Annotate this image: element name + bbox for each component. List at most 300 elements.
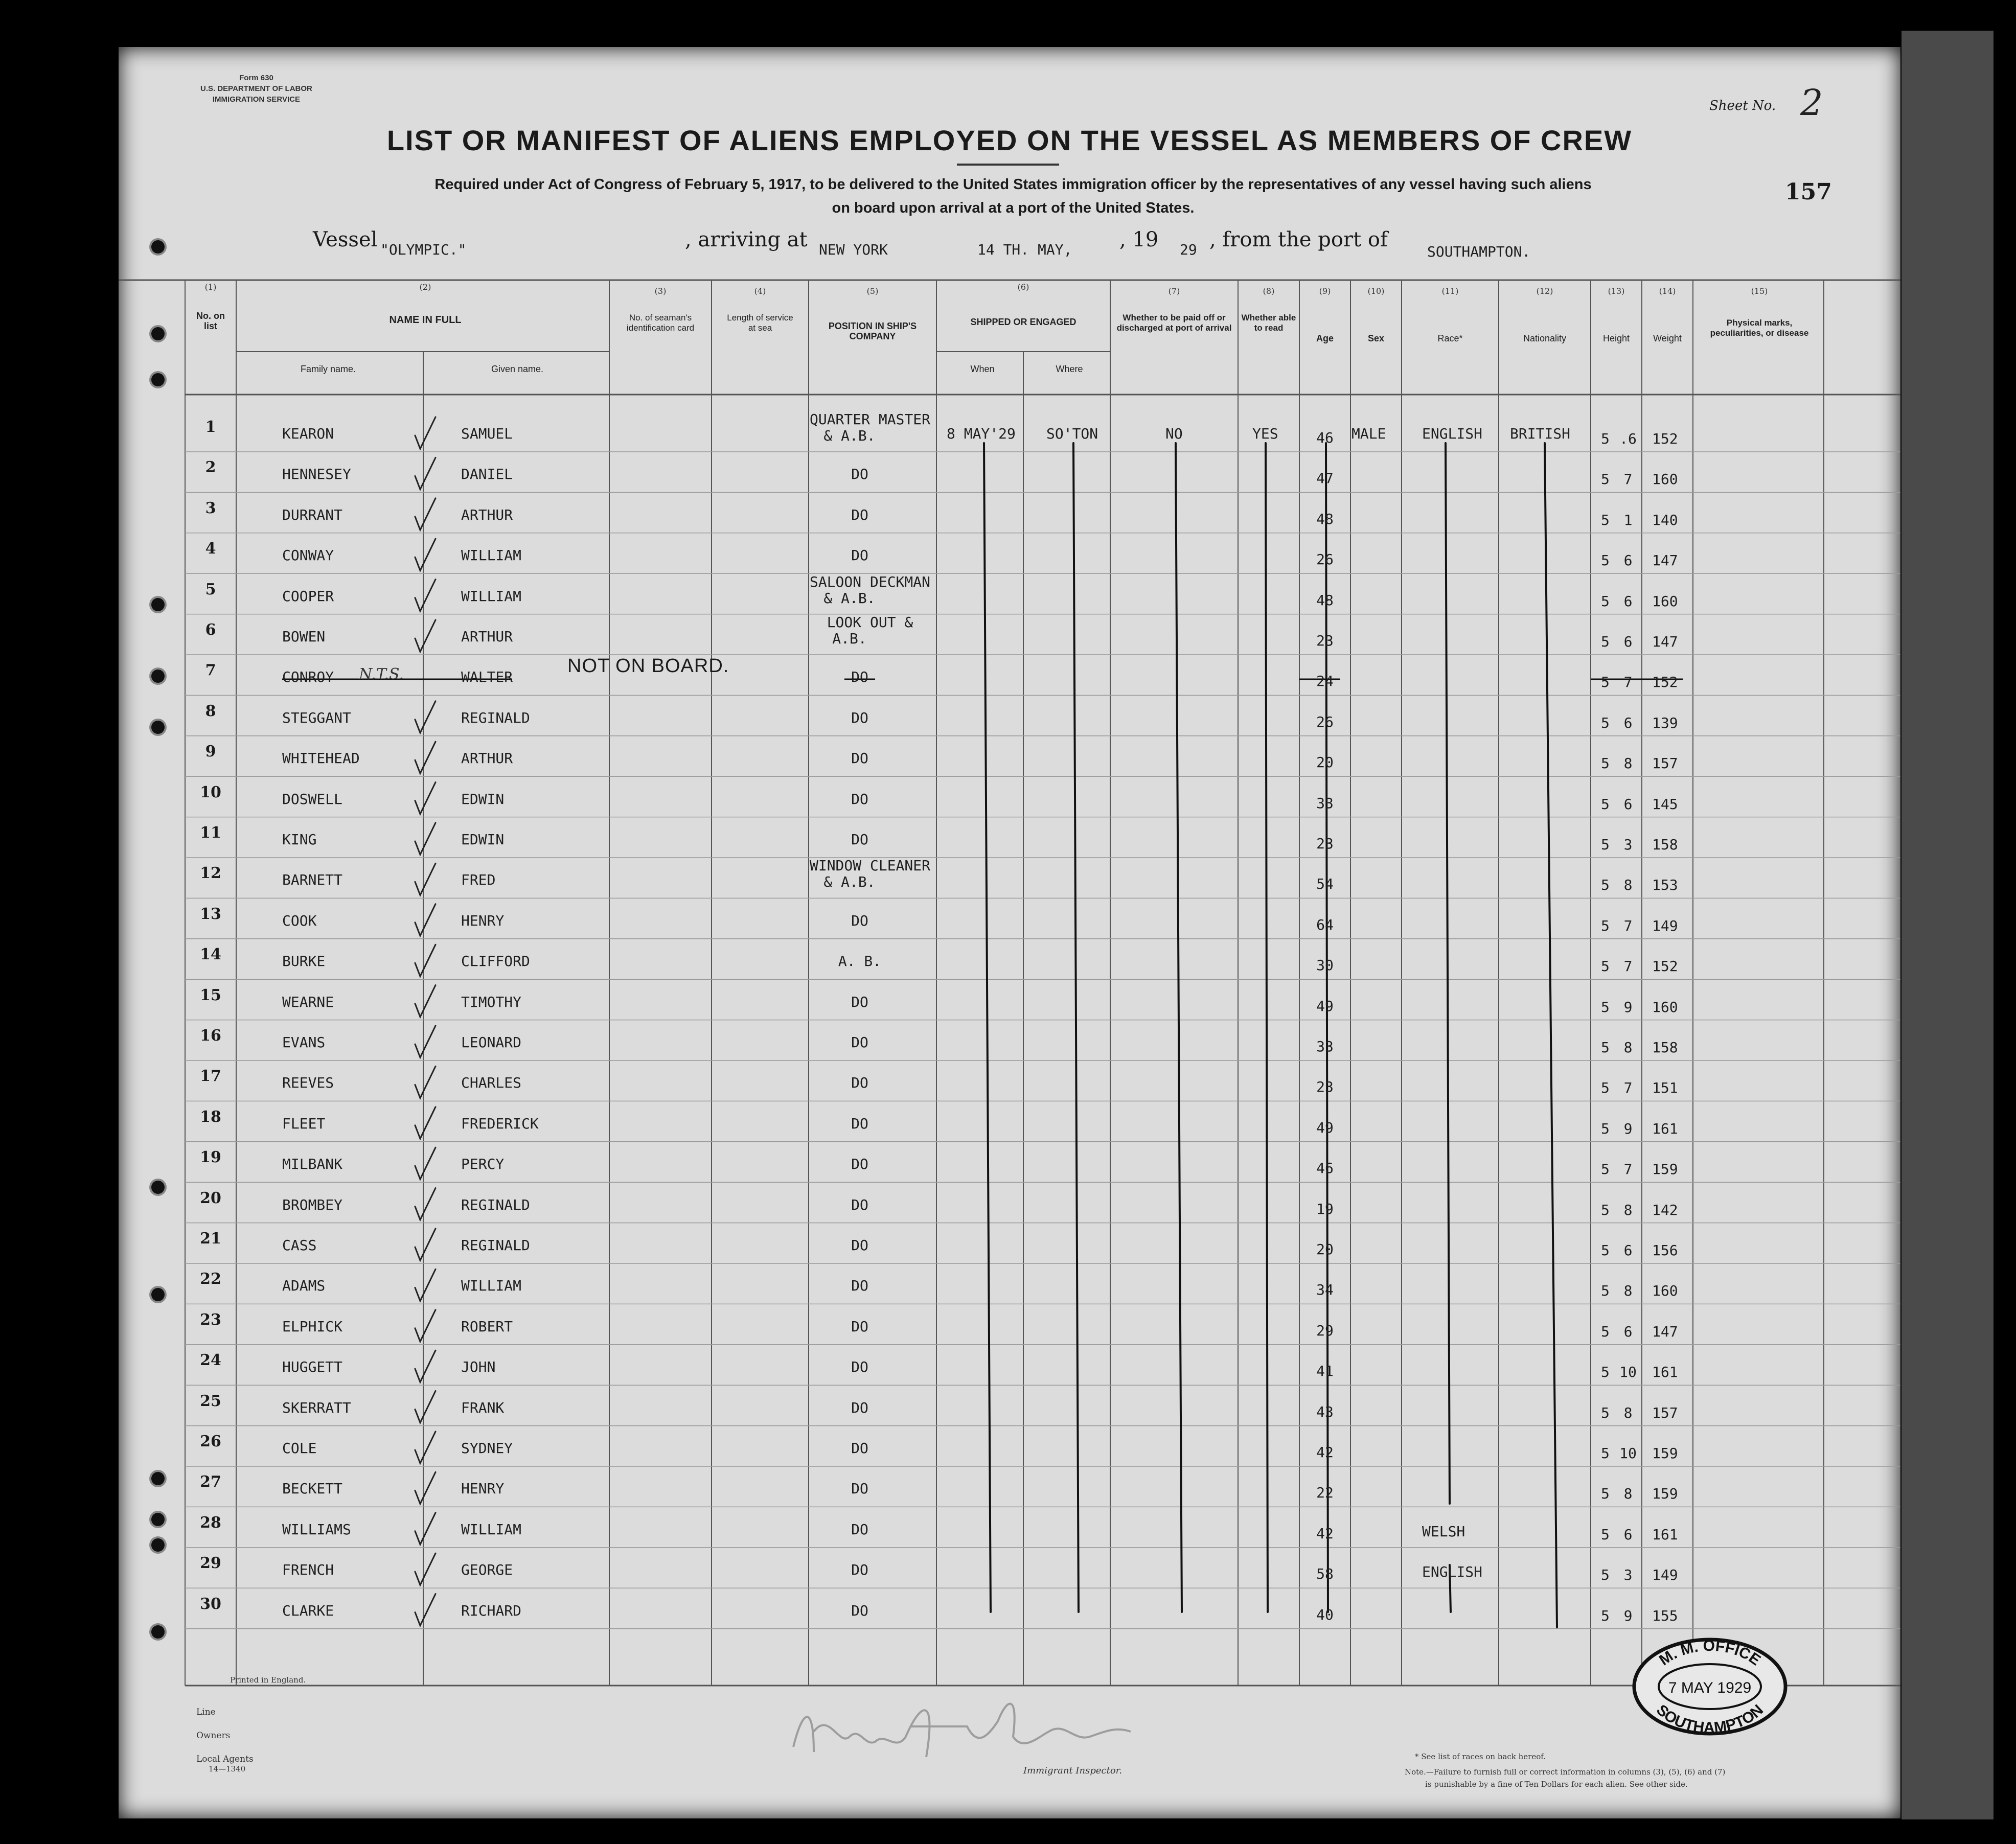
height-inches: 9 <box>1623 1607 1633 1624</box>
weight-value: 140 <box>1652 511 1678 528</box>
height-feet: 5 <box>1601 795 1610 813</box>
row-number: 3 <box>205 499 216 517</box>
given-name: SAMUEL <box>461 425 513 442</box>
binder-hole <box>151 1288 165 1301</box>
given-name: RICHARD <box>461 1602 522 1619</box>
col3-number: (3) <box>654 286 667 296</box>
family-name: STEGGANT <box>282 709 351 726</box>
given-name: PERCY <box>461 1156 505 1173</box>
family-name: CONWAY <box>282 547 334 564</box>
weight-value: 151 <box>1652 1079 1678 1097</box>
family-name: DOSWELL <box>282 790 343 808</box>
height-feet: 5 <box>1601 917 1610 934</box>
position: DO <box>851 790 868 808</box>
height-inches: 7 <box>1623 958 1633 975</box>
col14-number: (14) <box>1659 286 1676 296</box>
position: DO <box>851 1520 868 1538</box>
stamp-date: 7 MAY 1929 <box>1668 1679 1752 1696</box>
check-mark <box>415 1147 436 1179</box>
height-feet: 5 <box>1601 958 1610 975</box>
age-value: 48 <box>1316 591 1334 609</box>
weight-value: 160 <box>1652 471 1678 488</box>
row-number: 29 <box>200 1554 221 1573</box>
age-value: 49 <box>1316 997 1334 1015</box>
row-number: 9 <box>205 743 216 761</box>
col13-number: (13) <box>1608 286 1625 296</box>
age-value: 26 <box>1316 713 1334 730</box>
position: QUARTER MASTER <box>809 411 930 428</box>
able-to-read-value: YES <box>1252 425 1278 442</box>
position: DO <box>851 1074 868 1092</box>
family-name: FRENCH <box>282 1561 334 1579</box>
position: DO <box>851 1318 868 1335</box>
family-name: CLARKE <box>282 1602 334 1619</box>
position: SALOON DECKMAN <box>809 573 930 590</box>
binder-hole <box>151 670 165 683</box>
given-name: FRANK <box>461 1399 505 1416</box>
height-feet: 5 <box>1601 998 1610 1016</box>
given-name: FRED <box>461 871 496 889</box>
binder-hole <box>151 1538 165 1552</box>
height-inches: 6 <box>1623 1242 1633 1259</box>
age-value: 49 <box>1316 1119 1334 1136</box>
family-name: CONROY <box>282 669 334 686</box>
height-inches: 6 <box>1623 633 1633 650</box>
position: DO <box>851 1440 868 1457</box>
race-override: WELSH <box>1422 1523 1465 1540</box>
age-value: 33 <box>1316 1038 1334 1055</box>
height-inches: 6 <box>1623 714 1633 731</box>
given-name: SYDNEY <box>461 1440 513 1457</box>
age-value: 42 <box>1316 1444 1334 1461</box>
binder-hole <box>151 327 165 340</box>
position-line-2: & A.B. <box>823 427 876 444</box>
given-name: TIMOTHY <box>461 993 522 1010</box>
family-name: BROMBEY <box>282 1196 343 1213</box>
check-mark <box>415 1350 436 1382</box>
height-feet: 5 <box>1601 1039 1610 1056</box>
row-number: 1 <box>205 418 216 436</box>
row-number: 8 <box>205 702 216 720</box>
age-value: 64 <box>1316 916 1334 933</box>
position: DO <box>851 1480 868 1497</box>
weight-value: 152 <box>1652 958 1678 975</box>
binder-hole <box>151 1513 165 1526</box>
position: DO <box>851 1602 868 1619</box>
from-port-label: , from the port of <box>1209 228 1388 251</box>
race-override: ENGLISH <box>1422 1563 1483 1581</box>
office-stamp <box>1631 1635 1789 1738</box>
subtitle-line-2: on board upon arrival at a port of the United States. <box>832 200 1195 216</box>
col7-number: (7) <box>1168 286 1180 296</box>
age-value: 47 <box>1316 470 1334 487</box>
arrival-date: 14 TH. MAY, <box>977 241 1072 258</box>
line-label: Line <box>196 1707 216 1717</box>
check-mark <box>415 823 436 855</box>
row-number: 25 <box>200 1392 221 1410</box>
height-feet: 5 <box>1601 1242 1610 1259</box>
col6-when-header: When <box>970 364 995 374</box>
check-mark <box>415 1229 436 1260</box>
age-value: 42 <box>1316 1525 1334 1542</box>
col8-number: (8) <box>1263 286 1275 296</box>
given-name: WALTER <box>461 669 513 686</box>
given-name: WILLIAM <box>461 547 522 564</box>
shipped-where: SO'TON <box>1046 425 1098 442</box>
local-agents-label: Local Agents <box>196 1754 254 1764</box>
row-number: 10 <box>200 783 221 801</box>
given-name: LEONARD <box>461 1034 522 1051</box>
check-mark <box>415 1472 436 1504</box>
given-name: ARTHUR <box>461 628 513 645</box>
subtitle-line-1: Required under Act of Congress of February 5, 1917, to be delivered to the United States immigration officer by the representatives of any vessel having such aliens <box>434 176 1592 193</box>
col15-header: Physical marks, peculiarities, or disease <box>1710 318 1809 338</box>
given-name: WILLIAM <box>461 1277 522 1295</box>
arrival-year: 29 <box>1180 241 1197 258</box>
family-name: COLE <box>282 1440 317 1457</box>
height-feet: 5 <box>1601 1607 1610 1624</box>
row-number: 20 <box>200 1189 221 1207</box>
row-number: 24 <box>200 1351 221 1370</box>
stamp-top-text: M. M. OFFICE <box>1656 1637 1764 1669</box>
position: WINDOW CLEANER <box>809 857 930 874</box>
age-value: 20 <box>1316 754 1334 771</box>
age-value: 23 <box>1316 1078 1334 1096</box>
position: DO <box>851 669 868 686</box>
year-prefix: , 19 <box>1119 228 1159 251</box>
check-mark <box>415 539 436 570</box>
vessel-label: Vessel <box>313 228 378 251</box>
col7-header: Whether to be paid off or discharged at port of arrival <box>1116 313 1232 333</box>
form-number: Form 630 <box>239 74 273 82</box>
check-mark <box>415 782 436 814</box>
height-feet: 5 <box>1601 1201 1610 1218</box>
height-feet: 5 <box>1601 552 1610 569</box>
height-inches: 8 <box>1623 877 1633 894</box>
arriving-label: , arriving at <box>685 228 808 251</box>
age-value: 23 <box>1316 632 1334 649</box>
position: DO <box>851 1277 868 1295</box>
position: DO <box>851 1561 868 1579</box>
row-number: 12 <box>200 864 221 883</box>
row-number: 13 <box>200 905 221 923</box>
family-name: SKERRATT <box>282 1399 351 1416</box>
binder-hole <box>151 1181 165 1194</box>
row-number: 17 <box>200 1067 221 1086</box>
row-number: 15 <box>200 986 221 1004</box>
position: DO <box>851 547 868 564</box>
position: DO <box>851 1399 868 1416</box>
height-feet: 5 <box>1601 1161 1610 1178</box>
height-feet: 5 <box>1601 1323 1610 1340</box>
background-strip <box>1902 31 1994 1819</box>
race-footnote: * See list of races on back hereof. <box>1415 1752 1546 1761</box>
check-mark <box>415 1391 436 1423</box>
binder-hole <box>151 721 165 734</box>
col9-header: Age <box>1316 333 1334 343</box>
weight-value: 159 <box>1652 1445 1678 1462</box>
given-name: REGINALD <box>461 1196 530 1213</box>
weight-value: 147 <box>1652 633 1678 650</box>
row-number: 6 <box>205 621 216 639</box>
family-name: REEVES <box>282 1074 334 1092</box>
age-value: 26 <box>1316 551 1334 568</box>
given-name: GEORGE <box>461 1561 513 1579</box>
height-feet: 5 <box>1601 471 1610 488</box>
row-number: 30 <box>200 1595 221 1613</box>
check-mark <box>415 620 436 652</box>
col12-header: Nationality <box>1523 333 1567 343</box>
row-number: 22 <box>200 1270 221 1288</box>
weight-value: 149 <box>1652 917 1678 934</box>
given-name: CHARLES <box>461 1074 522 1092</box>
weight-value: 160 <box>1652 998 1678 1016</box>
position-line-2: & A.B. <box>823 873 876 891</box>
given-name: WILLIAM <box>461 1520 522 1538</box>
given-name: EDWIN <box>461 790 505 808</box>
height-feet: 5 <box>1601 430 1610 447</box>
col4-number: (4) <box>754 286 766 296</box>
height-inches: 6 <box>1623 1323 1633 1340</box>
position: DO <box>851 993 868 1010</box>
weight-value: 152 <box>1652 430 1678 447</box>
weight-value: 155 <box>1652 1607 1678 1624</box>
row-number: 18 <box>200 1108 221 1126</box>
position: DO <box>851 831 868 848</box>
weight-value: 160 <box>1652 592 1678 610</box>
height-feet: 5 <box>1601 1445 1610 1462</box>
row-number: 28 <box>200 1513 221 1532</box>
given-name: ARTHUR <box>461 506 513 523</box>
height-inches: 6 <box>1623 1526 1633 1543</box>
weight-value: 161 <box>1652 1364 1678 1381</box>
position: DO <box>851 1156 868 1173</box>
row-number: 27 <box>200 1473 221 1491</box>
weight-value: 152 <box>1652 674 1678 691</box>
sheet-number-label: Sheet No. <box>1709 98 1776 113</box>
check-mark <box>415 1269 436 1301</box>
row-number: 26 <box>200 1433 221 1450</box>
weight-value: 158 <box>1652 836 1678 853</box>
col15-number: (15) <box>1751 286 1768 296</box>
height-feet: 5 <box>1601 1485 1610 1503</box>
height-feet: 5 <box>1601 1079 1610 1097</box>
age-value: 46 <box>1316 429 1334 446</box>
check-mark <box>415 904 436 936</box>
col5-number: (5) <box>866 286 879 296</box>
given-name: EDWIN <box>461 831 505 848</box>
family-name: BURKE <box>282 953 326 970</box>
manifest-title: LIST OR MANIFEST OF ALIENS EMPLOYED ON THE VESSEL AS MEMBERS OF CREW <box>386 124 1633 156</box>
col4-header: Length of service at sea <box>727 313 793 333</box>
shipped-when: 8 MAY'29 <box>947 425 1016 442</box>
check-mark <box>415 498 436 530</box>
check-mark <box>415 1026 436 1057</box>
col6-number: (6) <box>1017 282 1029 292</box>
position: DO <box>851 750 868 767</box>
given-name: REGINALD <box>461 1237 530 1254</box>
immigrant-inspector-label: Immigrant Inspector. <box>1023 1765 1122 1776</box>
col8-header: Whether able to read <box>1241 313 1296 333</box>
position: DO <box>851 1034 868 1051</box>
height-inches: 8 <box>1623 1485 1633 1503</box>
col11-number: (11) <box>1441 286 1459 296</box>
height-feet: 5 <box>1601 1526 1610 1543</box>
local-agents-code: 14—1340 <box>209 1764 246 1773</box>
height-feet: 5 <box>1601 674 1610 691</box>
age-value: 58 <box>1316 1565 1334 1583</box>
height-feet: 5 <box>1601 592 1610 610</box>
note-line-1: Note.—Failure to furnish full or correct information in columns (3), (5), (6) and (7) <box>1405 1767 1726 1777</box>
position: A. B. <box>838 953 882 970</box>
nationality-value: BRITISH <box>1510 425 1571 442</box>
position: DO <box>851 1196 868 1213</box>
row-number: 23 <box>200 1310 221 1329</box>
check-mark <box>415 580 436 611</box>
weight-value: 145 <box>1652 795 1678 813</box>
age-value: 43 <box>1316 1403 1334 1420</box>
note-line-2: is punishable by a fine of Ten Dollars for each alien. See other side. <box>1425 1780 1688 1789</box>
family-name: ELPHICK <box>282 1318 343 1335</box>
stamp-bottom-text: SOUTHAMPTON <box>1653 1701 1767 1737</box>
given-name: WILLIAM <box>461 587 522 605</box>
check-mark <box>415 985 436 1017</box>
family-name: WEARNE <box>282 993 334 1010</box>
height-inches: 10 <box>1619 1364 1637 1381</box>
position: DO <box>851 466 868 483</box>
height-feet: 5 <box>1601 1282 1610 1300</box>
height-inches: 9 <box>1623 1120 1633 1137</box>
col10-header: Sex <box>1367 333 1385 343</box>
col14-header: Weight <box>1653 333 1682 343</box>
check-mark <box>415 742 436 773</box>
family-name: BECKETT <box>282 1480 343 1497</box>
arrival-port: NEW YORK <box>819 241 888 258</box>
family-name: KING <box>282 831 317 848</box>
height-feet: 5 <box>1601 755 1610 772</box>
origin-port: SOUTHAMPTON. <box>1427 243 1531 260</box>
department-name: U.S. DEPARTMENT OF LABOR <box>200 84 312 93</box>
position: DO <box>851 506 868 523</box>
height-inches: 8 <box>1623 1201 1633 1218</box>
age-value: 48 <box>1316 510 1334 527</box>
age-value: 22 <box>1316 1484 1334 1502</box>
weight-value: 159 <box>1652 1485 1678 1503</box>
col12-number: (12) <box>1536 286 1553 296</box>
height-inches: 7 <box>1623 917 1633 934</box>
height-inches: 7 <box>1623 1161 1633 1178</box>
age-value: 54 <box>1316 875 1334 893</box>
manifest-sheet <box>119 47 1900 1818</box>
sex-value: MALE <box>1351 425 1386 442</box>
given-name: REGINALD <box>461 709 530 726</box>
col10-number: (10) <box>1367 286 1385 296</box>
age-value: 46 <box>1316 1160 1334 1177</box>
row-number: 7 <box>205 661 216 680</box>
family-name: WILLIAMS <box>282 1520 351 1538</box>
col9-number: (9) <box>1319 286 1331 296</box>
weight-value: 139 <box>1652 714 1678 731</box>
family-name: BARNETT <box>282 871 343 889</box>
height-feet: 5 <box>1601 1404 1610 1421</box>
check-mark <box>415 1188 436 1220</box>
height-inches: 6 <box>1623 552 1633 569</box>
family-name: COOK <box>282 912 317 929</box>
check-mark <box>415 701 436 733</box>
height-inches: 7 <box>1623 1079 1633 1097</box>
family-name: DURRANT <box>282 506 343 523</box>
col1-header: No. on list <box>196 311 225 331</box>
check-mark <box>415 863 436 895</box>
age-value: 40 <box>1316 1606 1334 1623</box>
position: DO <box>851 1115 868 1132</box>
height-inches: 6 <box>1623 592 1633 610</box>
position-line-2: & A.B. <box>823 589 876 607</box>
weight-value: 157 <box>1652 755 1678 772</box>
family-name: HENNESEY <box>282 466 351 483</box>
position: DO <box>851 1358 868 1376</box>
weight-value: 161 <box>1652 1120 1678 1137</box>
height-inches: 7 <box>1623 674 1633 691</box>
height-feet: 5 <box>1601 1364 1610 1381</box>
weight-value: 158 <box>1652 1039 1678 1056</box>
check-mark <box>415 457 436 489</box>
row-number: 21 <box>200 1230 221 1248</box>
given-name: ROBERT <box>461 1318 513 1335</box>
age-value: 33 <box>1316 794 1334 812</box>
height-inches: 7 <box>1623 471 1633 488</box>
check-mark <box>415 944 436 976</box>
row-number: 5 <box>205 580 216 598</box>
position: DO <box>851 912 868 929</box>
height-feet: 5 <box>1601 633 1610 650</box>
given-name: ARTHUR <box>461 750 513 767</box>
height-feet: 5 <box>1601 1566 1610 1584</box>
age-value: 23 <box>1316 835 1334 852</box>
height-inches: 3 <box>1623 1566 1633 1584</box>
given-name: HENRY <box>461 912 505 929</box>
col13-header: Height <box>1602 333 1630 343</box>
position: DO <box>851 1237 868 1254</box>
check-mark <box>415 1066 436 1098</box>
col1-number: (1) <box>204 282 217 292</box>
col3-header: No. of seaman's identification card <box>626 313 695 333</box>
row-number: 11 <box>200 824 221 842</box>
col2-number: (2) <box>419 282 431 292</box>
check-mark <box>415 1107 436 1139</box>
height-inches: 10 <box>1619 1445 1637 1462</box>
service-name: IMMIGRATION SERVICE <box>212 95 300 104</box>
col2-given-header: Given name. <box>491 364 544 374</box>
height-inches: 8 <box>1623 1282 1633 1300</box>
height-inches: 9 <box>1623 998 1633 1016</box>
weight-value: 156 <box>1652 1242 1678 1259</box>
family-name: WHITEHEAD <box>282 750 360 767</box>
handwritten-initials: N.T.S. <box>359 665 404 683</box>
height-inches: 3 <box>1623 836 1633 853</box>
col5-header: POSITION IN SHIP'S COMPANY <box>828 321 917 341</box>
row-number: 14 <box>200 946 221 964</box>
height-feet: 5 <box>1601 714 1610 731</box>
given-name: HENRY <box>461 1480 505 1497</box>
weight-value: 147 <box>1652 1323 1678 1340</box>
owners-label: Owners <box>196 1731 231 1741</box>
given-name: JOHN <box>461 1358 496 1376</box>
height-feet: 5 <box>1601 836 1610 853</box>
age-value: 34 <box>1316 1281 1334 1299</box>
page-number: 157 <box>1785 179 1832 205</box>
check-mark <box>415 1594 436 1626</box>
